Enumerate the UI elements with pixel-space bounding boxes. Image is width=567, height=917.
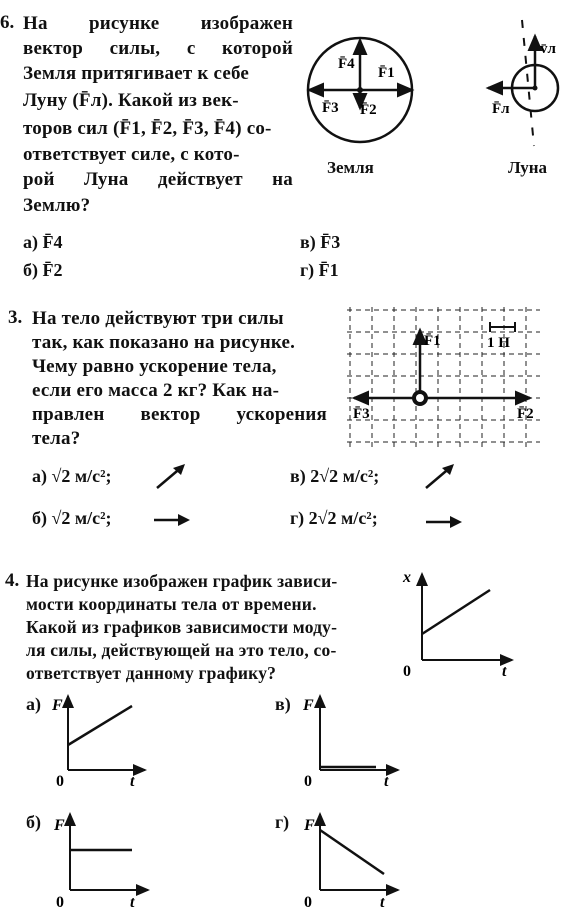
q4-line: мости координаты тела от времени. (26, 594, 317, 614)
origin-label: 0 (403, 663, 411, 680)
option-value: F̄1 (318, 260, 339, 280)
x-axis-label: t (130, 894, 135, 911)
earth-label: Земля (327, 158, 374, 177)
option-key: в) (300, 232, 316, 252)
graph-g-line (320, 830, 384, 874)
right-arrow-icon (152, 512, 192, 528)
x-axis-label: t (130, 773, 135, 790)
q3-line: На тело действуют три силы (32, 308, 284, 329)
origin-label: 0 (304, 773, 312, 790)
graph-g-key[interactable]: г) (275, 812, 290, 832)
q3-option-g[interactable] (290, 508, 378, 529)
q3-line: правлен вектор ускорения (32, 404, 327, 425)
label-f3: F̄3 (353, 406, 370, 422)
option-key: а) (23, 232, 38, 252)
graph-b[interactable] (50, 808, 170, 910)
q3-line: Чему равно ускорение тела, (32, 356, 277, 377)
label-f2: F̄2 (517, 406, 534, 422)
y-axis-label: F (303, 697, 314, 714)
earth-figure (300, 30, 420, 160)
q6-line: Луну (F̄л). Какой из век- (23, 90, 239, 111)
option-key: г) (290, 508, 305, 528)
q3-line: тела? (32, 428, 81, 449)
q6-option-v[interactable] (300, 232, 340, 253)
graph-a-key[interactable]: а) (26, 694, 41, 714)
q4-line: Какой из графиков зависимости моду- (26, 617, 338, 637)
moon-axis (522, 20, 534, 146)
label-f1: F̄1 (424, 333, 441, 349)
q6-line: ответствует силе, с кото- (23, 144, 240, 165)
q6-option-b[interactable] (23, 260, 63, 281)
graph-v-key[interactable]: в) (275, 694, 291, 714)
origin-label: 0 (56, 773, 64, 790)
scale-label: 1 Н (487, 335, 510, 351)
y-axis-label: F (304, 817, 315, 834)
moon-label: Луна (508, 158, 548, 177)
q6-line: Землю? (23, 195, 91, 216)
q6-number: 6. (0, 12, 15, 33)
graph-g[interactable] (298, 808, 418, 910)
main-xt-graph (400, 568, 520, 680)
diagonal-arrow-icon (155, 462, 189, 490)
label-f2: F̄2 (360, 102, 377, 118)
option-value: √2 м/с²; (51, 466, 112, 486)
q3-option-a[interactable] (32, 466, 112, 487)
option-key: в) (290, 466, 306, 486)
origin-label: 0 (56, 894, 64, 911)
origin-label: 0 (304, 894, 312, 911)
x-axis-label: t (380, 894, 385, 911)
graph-v[interactable] (298, 690, 418, 790)
q4-number: 4. (5, 570, 20, 591)
right-arrow-icon (424, 514, 464, 530)
graph-a[interactable] (50, 690, 170, 790)
graph-a-line (68, 706, 132, 745)
q3-line: так, как показано на рисунке. (32, 332, 296, 353)
label-f1: F̄1 (378, 65, 395, 81)
moon-figure (480, 18, 560, 148)
xt-line (422, 590, 490, 634)
force-grid-figure (345, 305, 545, 450)
diagonal-arrow-icon (424, 462, 458, 490)
option-key: б) (23, 260, 38, 280)
option-key: а) (32, 466, 47, 486)
q4-line: ля силы, действующей на это тело, со- (26, 640, 337, 660)
y-axis-label: x (403, 569, 411, 586)
q6-line: На рисунке изображен (23, 13, 293, 34)
label-fl: F̄л (492, 101, 510, 117)
q6-option-g[interactable] (300, 260, 339, 281)
graph-b-key[interactable]: б) (26, 812, 41, 832)
label-vl: v̄л (540, 41, 556, 57)
y-axis-label: F (52, 697, 63, 714)
label-f3: F̄3 (322, 100, 339, 116)
q6-line: торов сил (F̄1, F̄2, F̄3, F̄4) со- (23, 118, 272, 139)
q3-number: 3. (8, 307, 23, 328)
option-key: г) (300, 260, 315, 280)
option-key: б) (32, 508, 47, 528)
q6-line: вектор силы, с которой (23, 38, 293, 59)
option-value: 2√2 м/с²; (310, 466, 380, 486)
q6-line: рой Луна действует на (23, 169, 293, 190)
label-f4: F̄4 (338, 56, 355, 72)
q6-option-a[interactable] (23, 232, 63, 253)
q3-line: если его масса 2 кг? Как на- (32, 380, 280, 401)
option-value: √2 м/с²; (51, 508, 112, 528)
q3-option-v[interactable] (290, 466, 379, 487)
option-value: 2√2 м/с²; (308, 508, 378, 528)
option-value: F̄2 (42, 260, 63, 280)
x-axis-label: t (502, 663, 507, 680)
y-axis-label: F (54, 817, 65, 834)
q6-line: Земля притягивает к себе (23, 63, 250, 84)
option-value: F̄3 (320, 232, 341, 252)
x-axis-label: t (384, 773, 389, 790)
q3-option-b[interactable] (32, 508, 112, 529)
option-value: F̄4 (42, 232, 63, 252)
q4-line: На рисунке изображен график зависи- (26, 571, 338, 591)
q4-line: ответствует данному графику? (26, 663, 277, 683)
